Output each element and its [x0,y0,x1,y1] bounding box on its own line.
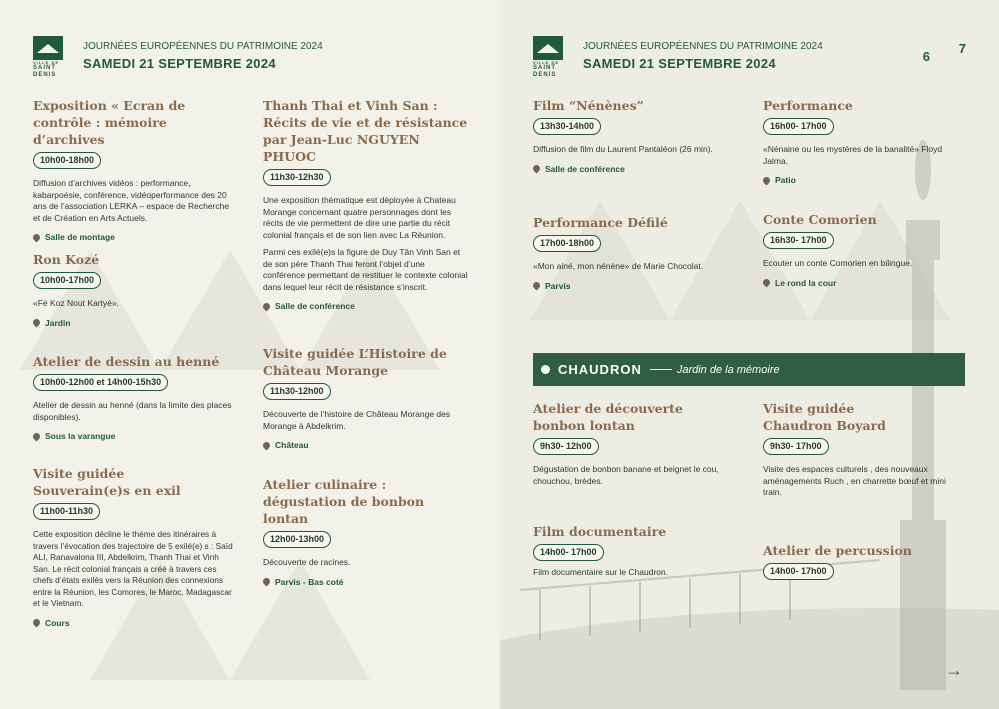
event-card [763,542,963,580]
event-title: Performance [763,98,853,113]
event-card [33,353,233,441]
logo-text-top: VILLE DE [533,60,560,65]
time-pill: 14h00- 17h00 [763,563,834,580]
event-location [263,577,468,587]
location-pin-icon [262,577,272,587]
location-pin-icon [262,440,272,450]
event-location [33,431,233,441]
time-pill: 10h00-17h00 [33,272,101,289]
event-description: Visite des espaces culturels , des nouveaux aménagements Ruch , en charrette bœuf et mini train. [763,464,946,497]
event-card [263,97,468,311]
event-location [763,175,963,185]
location-pin-icon [532,164,542,174]
location-label: Le rond la cour [775,277,837,288]
time-pill: 13h30-14h00 [533,118,601,135]
event-description: Ecouter un conte Comorien en bilingue. [763,258,913,268]
logo-text-mid: SAINT [533,65,556,71]
location-pin-icon [762,175,772,185]
event-card [533,214,733,291]
event-title: Performance Défilé [533,215,668,230]
event-title: Visite guidée L’Histoire de Château Morange [263,346,447,378]
event-description: «Fé Koz Nout Kartyé». [33,298,119,308]
event-location [33,318,233,328]
event-card [763,97,963,185]
event-location [533,164,733,174]
event-card [263,476,468,587]
location-label: Patio [775,175,796,185]
event-location [763,278,963,288]
event-title: Film “Nénènes” [533,98,644,113]
event-title: Atelier de dessin au henné [33,354,220,369]
location-label: Jardin [45,317,71,328]
time-pill: 9h30- 17h00 [763,438,829,455]
event-title: Atelier de découverte bonbon lontan [533,401,683,433]
location-label: Salle de montage [45,232,115,242]
event-title: Conte Comorien [763,212,877,227]
bullet-icon [541,365,550,374]
event-title: Visite guidée Chaudron Boyard [763,401,886,433]
time-pill: 17h00-18h00 [533,235,601,252]
page-number: 6 [922,49,930,64]
event-location [33,232,233,242]
event-location [263,301,468,311]
event-description: Film documentaire sur le Chaudron. [533,567,669,577]
event-location [533,281,733,291]
event-description: «Mon ainé, mon nénène» de Marie Chocolat. [533,261,704,271]
location-pin-icon [262,301,272,311]
event-description: Cette exposition décline le thème des itinéraires à travers l’évocation des trajectoire de 5 exilé(e) s : Saïd ALI, Ranavalona III, Abdelkrim, Thanh Thai et Vinh San. Le récit colonial français a créé à travers ces chefs d’états exilés vers la Réunion des connexions entre la Réunion, les Comores, le Maroc, Madagascar et le Vietnam. [33,529,233,608]
event-description: Découverte de l’histoire de Château Morange des Morange à Abdelkrim. [263,409,451,431]
time-pill: 14h00- 17h00 [533,544,604,561]
location-label: Salle de conférence [545,163,625,174]
event-description: Découverte de racines. [263,557,351,567]
city-logo [533,36,567,76]
location-label: Sous la varangue [45,431,116,441]
event-description: Atelier de dessin au henné (dans la limite des places disponibles). [33,400,232,422]
time-pill: 9h30- 12h00 [533,438,599,455]
time-pill: 10h00-18h00 [33,152,101,169]
time-pill: 11h30-12h30 [263,169,331,186]
location-pin-icon [32,431,42,441]
location-label: Parvis [545,280,571,291]
header-date: SAMEDI 21 SEPTEMBRE 2024 [83,56,276,71]
banner-dash [650,369,672,371]
time-pill: 11h30-12h00 [263,383,331,400]
time-pill: 16h00- 17h00 [763,118,834,135]
event-title: Film documentaire [533,524,667,539]
banner-title: CHAUDRON [558,362,642,377]
event-card [33,97,233,242]
event-title: Atelier de percussion [763,543,912,558]
time-pill: 10h00-12h00 et 14h00-15h30 [33,374,168,391]
time-pill: 16h30- 17h00 [763,232,834,249]
event-card [533,400,733,487]
event-title: Ron Kozé [33,252,100,267]
event-description: Une exposition thématique est déployée à Chateau Morange concernant quatre personnages dont les récits de vie permettent de dire une partie du récit colonial français et de son lien avec La Réunion. [263,195,456,240]
event-description: Diffusion d’archives vidéos : performance, kabarpoésie, conférence, vidéoperformance des 20 ans de l’association LERKA – espace de Recherche et de Création en Arts Actuels. [33,178,230,223]
event-card [763,211,963,288]
event-card [263,345,468,450]
event-card [533,523,733,579]
logo-text-mid: SAINT [33,65,56,71]
header-title: JOURNÉES EUROPÉENNES DU PATRIMOINE 2024 [83,41,323,52]
next-page-arrow-icon[interactable]: → [945,660,963,680]
event-title: Thanh Thai et Vinh San : Récits de vie et de résistance par Jean-Luc NGUYEN PHUOC [263,98,468,164]
event-description: «Nénaine ou les mystères de la banalité» Floyd Jalma. [763,144,943,166]
location-pin-icon [32,318,42,328]
location-pin-icon [32,232,42,242]
header-right [533,36,966,80]
location-pin-icon [762,278,772,288]
page-number: 7 [958,41,966,56]
time-pill: 11h00-11h30 [33,503,100,520]
logo-text-bot: DENIS [33,72,57,78]
location-label: Château [275,440,309,450]
event-location [33,618,233,628]
location-label: Cours [45,617,70,628]
event-title: Visite guidée Souverain(e)s en exil [33,466,181,498]
city-logo [33,36,67,76]
banner-subtitle: Jardin de la mémoire [676,363,780,376]
event-location [263,440,468,450]
event-description-2: Parmi ces exilé(e)s la figure de Duy Tân Vinh San et de son père Thanh Thai feront l’objet d’une conférence permettant de restituer le contexte colonial dans lequel leur récit de résistance s’inscrit. [263,247,468,292]
logo-text-bot: DENIS [533,72,557,78]
event-description: Dégustation de bonbon banane et beignet le cou, chouchou, brèdes. [533,464,719,486]
event-card [33,251,233,328]
header-date: SAMEDI 21 SEPTEMBRE 2024 [583,56,776,71]
time-pill: 12h00-13h00 [263,531,331,548]
event-card [763,400,963,499]
location-label: Parvis - Bas coté [275,576,344,587]
header-title: JOURNÉES EUROPÉENNES DU PATRIMOINE 2024 [583,41,823,52]
event-description: Diffusion de film du Laurent Pantaléon (26 min). [533,144,713,154]
event-card [533,97,733,174]
section-banner [533,353,965,386]
event-title: Exposition « Ecran de contrôle : mémoire d’archives [33,98,186,147]
event-title: Atelier culinaire : dégustation de bonbon lontan [263,477,425,526]
location-pin-icon [32,618,42,628]
event-card [33,465,233,628]
location-label: Salle de conférence [275,301,355,311]
logo-text-top: VILLE DE [33,60,60,65]
location-pin-icon [532,281,542,291]
